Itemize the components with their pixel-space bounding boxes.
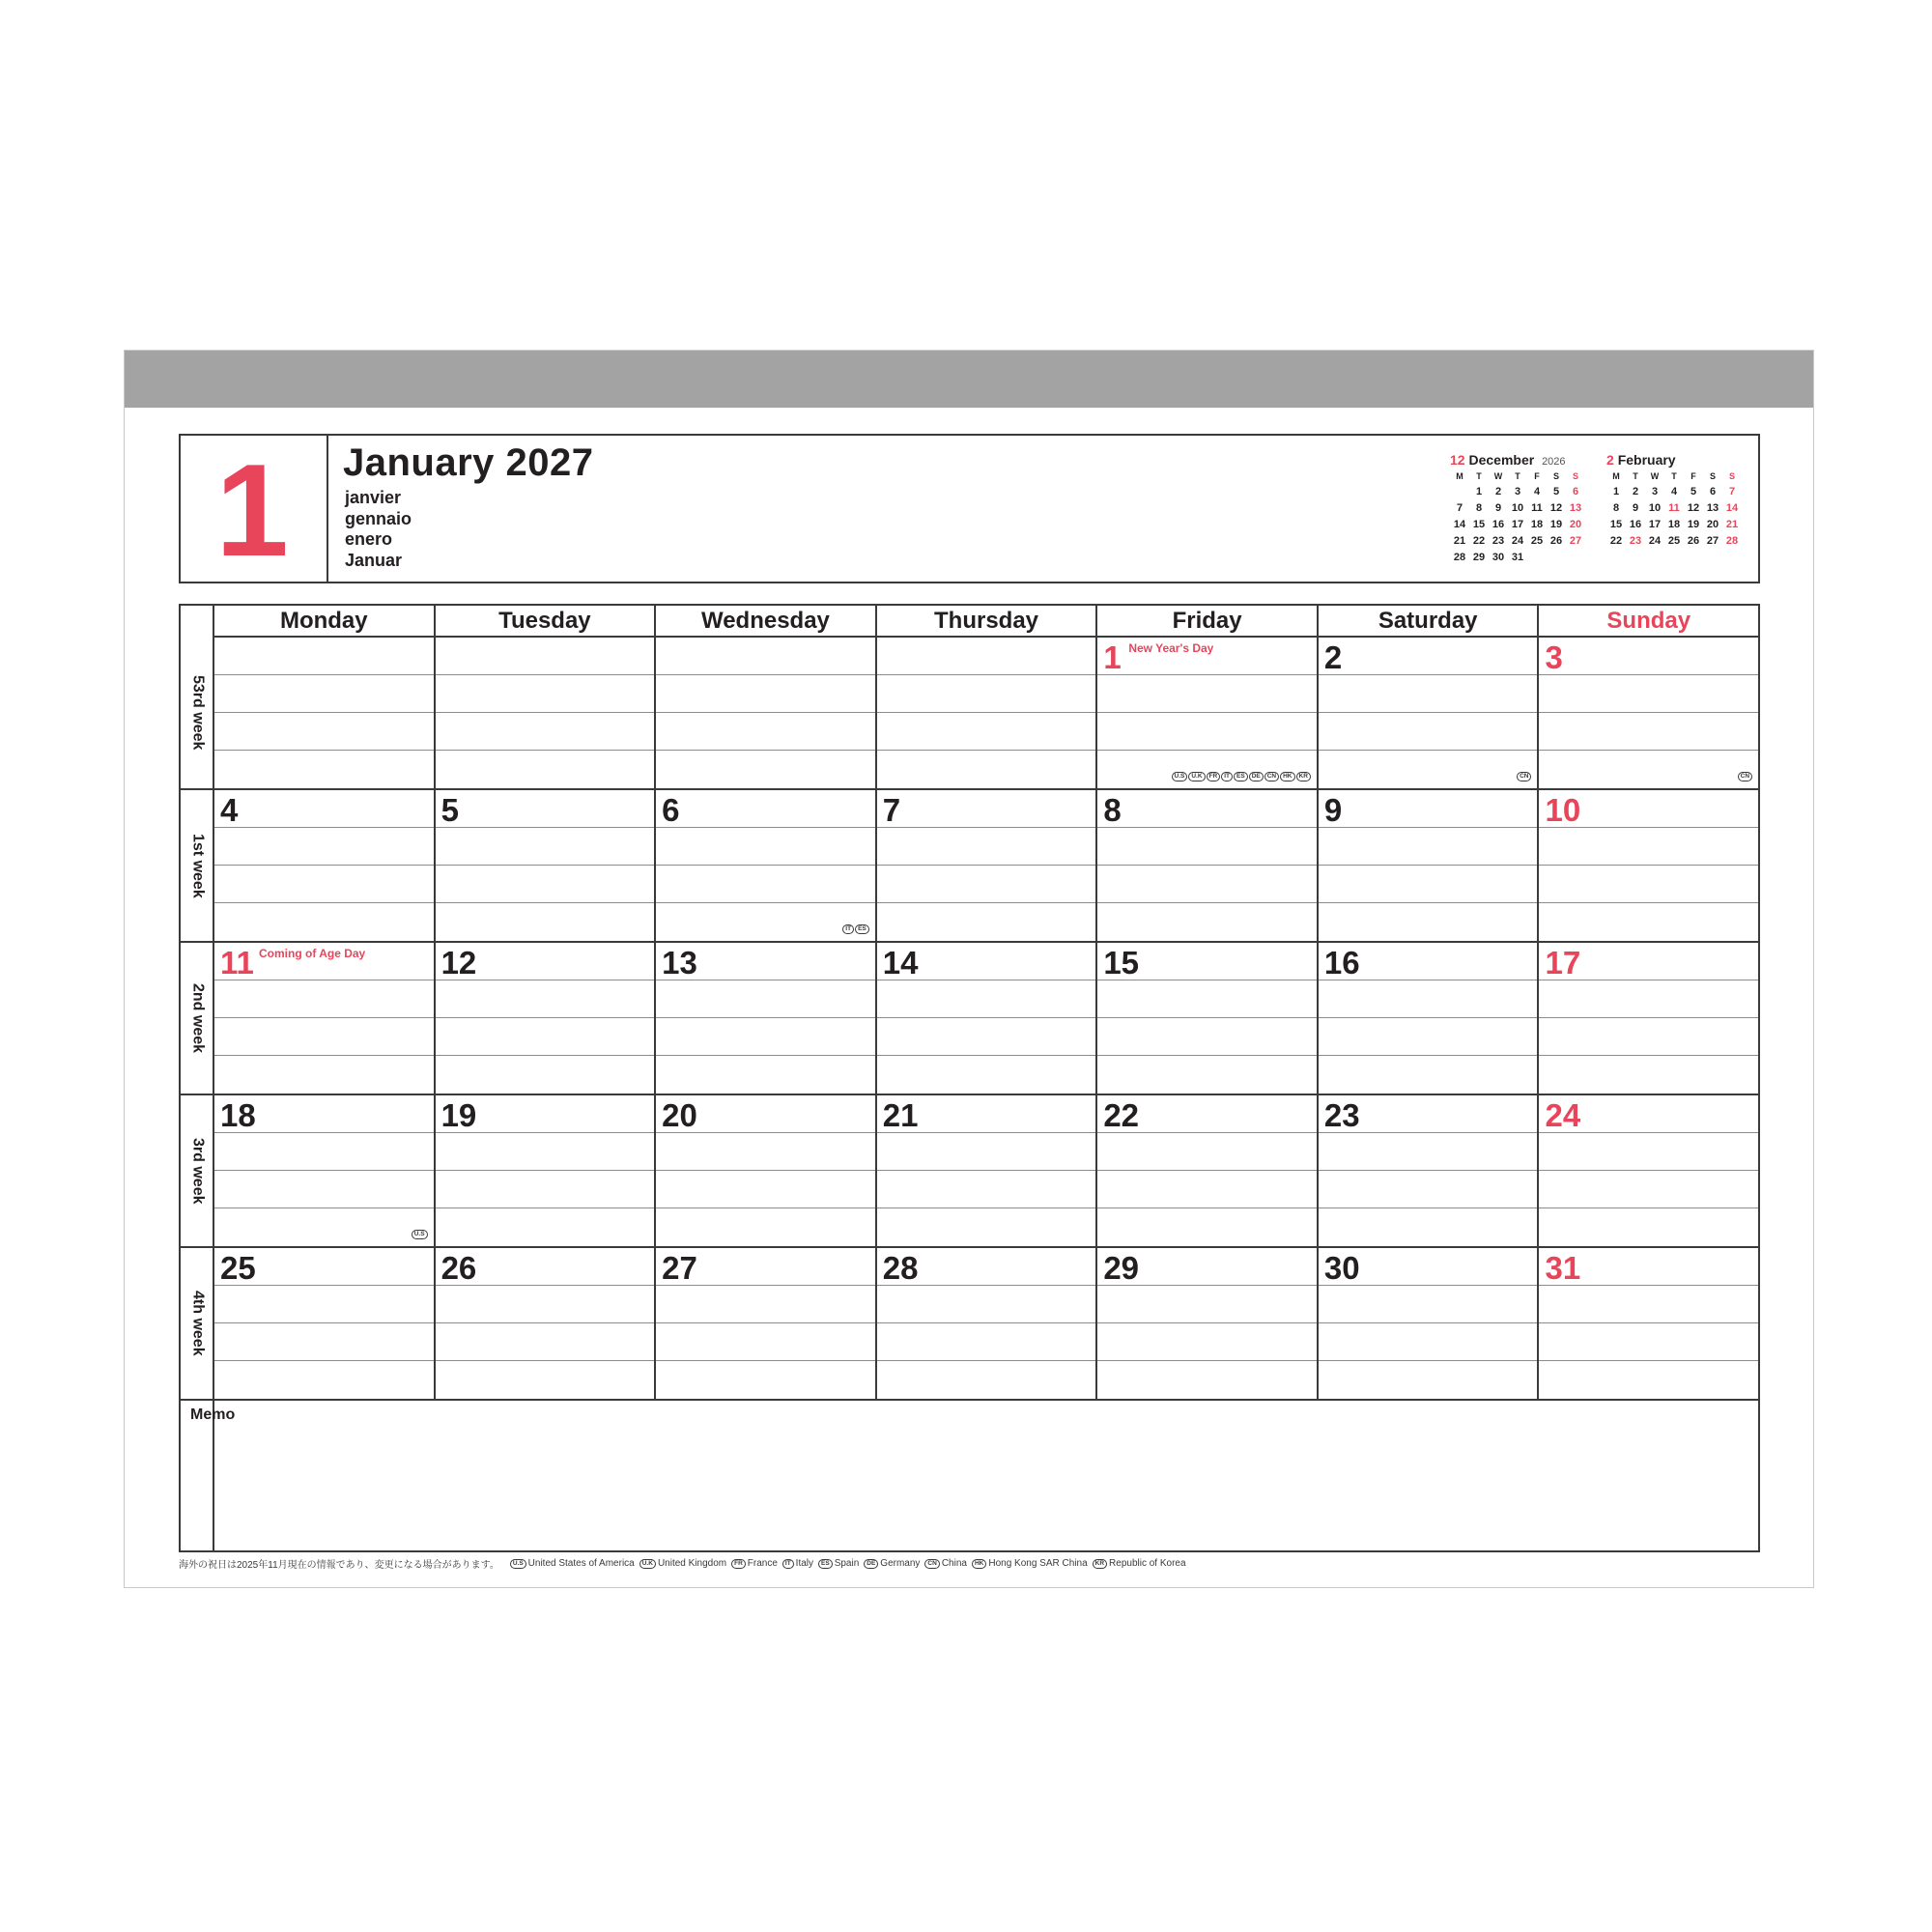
day-cell[interactable] bbox=[656, 1095, 877, 1246]
mini-weekday-label: T bbox=[1515, 471, 1520, 481]
mini-week-row bbox=[1450, 550, 1585, 566]
date-number: 31 bbox=[1545, 1250, 1581, 1286]
mini-date: 12 bbox=[1549, 502, 1563, 514]
week-number-label bbox=[181, 638, 214, 788]
mini-date bbox=[1547, 550, 1566, 566]
mini-date: 8 bbox=[1612, 502, 1620, 514]
day-cell[interactable] bbox=[656, 638, 877, 788]
mini-date: 2 bbox=[1632, 486, 1639, 497]
mini-date: 31 bbox=[1511, 552, 1524, 563]
week-number-text: 3rd week bbox=[189, 1137, 207, 1205]
country-badge: ES bbox=[1234, 772, 1248, 781]
country-badge: U.K bbox=[1188, 772, 1205, 781]
day-cell[interactable] bbox=[877, 943, 1098, 1094]
date-number: 16 bbox=[1323, 945, 1360, 980]
mini-date: 28 bbox=[1725, 535, 1739, 547]
mini-weekday-label: S bbox=[1728, 471, 1735, 481]
mini-weekday-label: M bbox=[1456, 471, 1463, 481]
legend-item bbox=[818, 1558, 859, 1569]
mini-calendar-prev-grid bbox=[1450, 469, 1585, 566]
mini-date: 29 bbox=[1472, 552, 1486, 563]
legend-item bbox=[1093, 1558, 1186, 1569]
mini-date: 28 bbox=[1453, 552, 1466, 563]
month-name-italian: gennaio bbox=[345, 508, 412, 528]
country-badge: IT bbox=[1221, 772, 1233, 781]
week-number-label bbox=[181, 943, 214, 1094]
month-name-german: Januar bbox=[345, 550, 403, 570]
month-name-french: janvier bbox=[345, 488, 402, 507]
country-badge: CN bbox=[1738, 772, 1752, 781]
mini-date: 14 bbox=[1725, 502, 1739, 514]
mini-weekday-label: T bbox=[1633, 471, 1638, 481]
month-number-cell bbox=[181, 436, 328, 582]
date-number: 10 bbox=[1545, 792, 1581, 828]
mini-date bbox=[1566, 550, 1585, 566]
mini-weekday-label: T bbox=[1671, 471, 1677, 481]
date-number: 25 bbox=[220, 1250, 256, 1286]
country-badge: U.S bbox=[412, 1230, 428, 1239]
mini-date: 11 bbox=[1531, 502, 1543, 514]
date-number: 13 bbox=[662, 945, 697, 980]
date-number: 18 bbox=[220, 1097, 256, 1133]
date-number: 27 bbox=[662, 1250, 697, 1286]
mini-date: 26 bbox=[1549, 535, 1563, 547]
date-number: 17 bbox=[1545, 945, 1581, 980]
date-number: 6 bbox=[662, 792, 680, 828]
country-badge: KR bbox=[1093, 1559, 1107, 1569]
mini-calendar-next-number: 2 bbox=[1606, 452, 1614, 468]
day-cell[interactable] bbox=[1097, 638, 1319, 788]
mini-week-row bbox=[1450, 533, 1585, 550]
week-number-text: 4th week bbox=[189, 1291, 207, 1356]
country-badge: KR bbox=[1296, 772, 1311, 781]
legend-item bbox=[864, 1558, 920, 1569]
mini-week-row bbox=[1450, 517, 1585, 533]
mini-date: 30 bbox=[1492, 552, 1505, 563]
date-number: 7 bbox=[882, 792, 901, 828]
country-badge: U.S bbox=[1172, 772, 1188, 781]
legend-country-name: Republic of Korea bbox=[1109, 1558, 1186, 1569]
country-badge: IT bbox=[782, 1559, 794, 1569]
mini-week-row bbox=[1606, 533, 1742, 550]
mini-weekday-label: W bbox=[1493, 471, 1503, 481]
legend-item bbox=[731, 1558, 778, 1569]
day-cells bbox=[214, 943, 1758, 1094]
mini-date: 5 bbox=[1552, 486, 1560, 497]
weekday-header-row bbox=[214, 606, 1758, 638]
mini-date: 9 bbox=[1632, 502, 1639, 514]
mini-date: 26 bbox=[1687, 535, 1700, 547]
date-number: 30 bbox=[1323, 1250, 1360, 1286]
week-row bbox=[181, 943, 1758, 1095]
day-cell[interactable] bbox=[1097, 790, 1319, 941]
mini-date: 2 bbox=[1494, 486, 1502, 497]
day-cell[interactable] bbox=[1097, 1095, 1319, 1246]
mini-date: 19 bbox=[1549, 519, 1563, 530]
day-cell[interactable] bbox=[877, 790, 1098, 941]
country-badge: FR bbox=[731, 1559, 746, 1569]
mini-calendar-next-grid bbox=[1606, 469, 1742, 550]
mini-date: 23 bbox=[1629, 535, 1642, 547]
day-cell[interactable] bbox=[1539, 638, 1758, 788]
mini-date bbox=[1527, 550, 1547, 566]
date-number: 19 bbox=[440, 1097, 477, 1133]
mini-date: 27 bbox=[1569, 535, 1582, 547]
memo-area[interactable] bbox=[181, 1401, 1758, 1550]
week-number-text: 1st week bbox=[189, 833, 207, 898]
week-row bbox=[181, 1095, 1758, 1248]
day-cell[interactable] bbox=[1539, 943, 1758, 1094]
mini-date: 6 bbox=[1572, 486, 1579, 497]
mini-date: 6 bbox=[1709, 486, 1717, 497]
day-cell[interactable] bbox=[1319, 1095, 1540, 1246]
month-alt-names bbox=[345, 488, 412, 571]
weekday-header-wednesday: Wednesday bbox=[656, 606, 877, 636]
day-cell[interactable] bbox=[1319, 638, 1540, 788]
mini-weekday-label: F bbox=[1690, 471, 1696, 481]
mini-date bbox=[1450, 484, 1469, 500]
mini-calendar-next bbox=[1606, 451, 1742, 550]
day-cell[interactable] bbox=[214, 943, 436, 1094]
mini-date: 4 bbox=[1533, 486, 1541, 497]
mini-date: 22 bbox=[1609, 535, 1623, 547]
binding-strip bbox=[125, 351, 1813, 408]
date-number: 21 bbox=[882, 1097, 919, 1133]
mini-calendar-prev bbox=[1450, 451, 1585, 566]
legend-country-name: France bbox=[747, 1558, 778, 1569]
country-badge: CN bbox=[1264, 772, 1279, 781]
mini-date: 1 bbox=[1612, 486, 1620, 497]
day-cell[interactable] bbox=[877, 638, 1098, 788]
date-number: 12 bbox=[440, 945, 477, 980]
day-cells bbox=[214, 1095, 1758, 1246]
country-badge: ES bbox=[855, 924, 869, 934]
day-cell[interactable] bbox=[436, 790, 657, 941]
legend-country-name: Spain bbox=[834, 1558, 860, 1569]
date-number: 3 bbox=[1545, 639, 1563, 675]
mini-date: 24 bbox=[1648, 535, 1662, 547]
mini-date: 14 bbox=[1453, 519, 1466, 530]
day-cell[interactable] bbox=[656, 790, 877, 941]
country-badge: CN bbox=[924, 1559, 939, 1569]
date-number: 20 bbox=[662, 1097, 697, 1133]
mini-week-row bbox=[1606, 517, 1742, 533]
country-badge: IT bbox=[842, 924, 854, 934]
mini-week-row bbox=[1450, 484, 1585, 500]
date-number: 11 bbox=[220, 945, 254, 980]
weekday-header-sunday: Sunday bbox=[1606, 608, 1691, 634]
date-number: 14 bbox=[882, 945, 919, 980]
day-cell[interactable] bbox=[656, 943, 877, 1094]
mini-calendar-prev-title bbox=[1450, 451, 1585, 469]
mini-date: 1 bbox=[1475, 486, 1483, 497]
holiday-footnote bbox=[179, 1556, 1188, 1571]
country-badge: HK bbox=[972, 1559, 986, 1569]
mini-calendar-prev-number: 12 bbox=[1450, 452, 1465, 468]
day-cell[interactable] bbox=[214, 790, 436, 941]
day-cell[interactable] bbox=[1539, 790, 1758, 941]
mini-date: 16 bbox=[1492, 519, 1505, 530]
country-holiday-badges bbox=[412, 1230, 428, 1239]
mini-date: 24 bbox=[1511, 535, 1524, 547]
day-cell[interactable] bbox=[877, 1248, 1098, 1399]
mini-date: 27 bbox=[1706, 535, 1719, 547]
mini-date: 25 bbox=[1530, 535, 1544, 547]
mini-date: 23 bbox=[1492, 535, 1505, 547]
legend-item bbox=[510, 1558, 635, 1569]
mini-date: 11 bbox=[1668, 502, 1680, 514]
date-number: 29 bbox=[1103, 1250, 1140, 1286]
mini-date: 15 bbox=[1609, 519, 1623, 530]
country-badge: HK bbox=[1280, 772, 1294, 781]
day-cell[interactable] bbox=[1097, 1248, 1319, 1399]
legend-country-name: China bbox=[941, 1558, 967, 1569]
mini-date: 16 bbox=[1629, 519, 1642, 530]
month-number: 1 bbox=[215, 437, 289, 583]
mini-date: 8 bbox=[1475, 502, 1483, 514]
mini-date: 17 bbox=[1511, 519, 1524, 530]
day-cells bbox=[214, 1248, 1758, 1399]
month-name-spanish: enero bbox=[345, 529, 393, 549]
legend-country-name: Germany bbox=[880, 1558, 921, 1569]
country-badge: DE bbox=[864, 1559, 878, 1569]
day-cell[interactable] bbox=[436, 943, 657, 1094]
weekday-header-monday: Monday bbox=[214, 606, 436, 636]
legend-item bbox=[924, 1558, 967, 1569]
day-cells bbox=[214, 790, 1758, 941]
day-cell[interactable] bbox=[436, 1248, 657, 1399]
country-badge: DE bbox=[1249, 772, 1264, 781]
mini-date: 3 bbox=[1514, 486, 1521, 497]
weekday-header-tuesday: Tuesday bbox=[436, 606, 657, 636]
mini-date: 19 bbox=[1687, 519, 1700, 530]
weekday-header-thursday: Thursday bbox=[877, 606, 1098, 636]
date-number: 9 bbox=[1323, 792, 1343, 828]
mini-weekday-label: M bbox=[1612, 471, 1620, 481]
weekday-header-friday: Friday bbox=[1097, 606, 1319, 636]
day-cell[interactable] bbox=[1319, 1248, 1540, 1399]
mini-weekday-label: S bbox=[1572, 471, 1578, 481]
date-number: 24 bbox=[1545, 1097, 1581, 1133]
legend-item bbox=[782, 1558, 813, 1569]
mini-week-row bbox=[1606, 500, 1742, 517]
mini-date: 5 bbox=[1690, 486, 1697, 497]
mini-date: 21 bbox=[1725, 519, 1739, 530]
mini-calendar-prev-year: 2026 bbox=[1542, 456, 1566, 468]
mini-week-row bbox=[1606, 484, 1742, 500]
day-cells bbox=[214, 638, 1758, 788]
legend-country-name: Italy bbox=[795, 1558, 814, 1569]
mini-date: 21 bbox=[1453, 535, 1466, 547]
date-number: 5 bbox=[440, 792, 459, 828]
footnote-note: 海外の祝日は2025年11月現在の情報であり、変更になる場合があります。 bbox=[179, 1560, 499, 1571]
mini-date: 7 bbox=[1456, 502, 1463, 514]
date-number: 4 bbox=[220, 792, 239, 828]
mini-date: 20 bbox=[1569, 519, 1582, 530]
mini-date: 18 bbox=[1530, 519, 1544, 530]
week-row bbox=[181, 790, 1758, 943]
mini-date: 12 bbox=[1687, 502, 1700, 514]
week-number-text: 2nd week bbox=[189, 982, 207, 1054]
day-cell[interactable] bbox=[877, 1095, 1098, 1246]
day-cell[interactable] bbox=[436, 638, 657, 788]
mini-date: 18 bbox=[1667, 519, 1681, 530]
country-badge: FR bbox=[1207, 772, 1221, 781]
mini-date: 7 bbox=[1728, 486, 1736, 497]
mini-calendar-prev-name: December bbox=[1468, 452, 1535, 468]
mini-weekday-label: T bbox=[1476, 471, 1482, 481]
date-number: 22 bbox=[1103, 1097, 1140, 1133]
calendar-grid bbox=[179, 604, 1760, 1552]
month-header bbox=[179, 434, 1760, 583]
day-cell[interactable] bbox=[1097, 943, 1319, 1094]
day-cell[interactable] bbox=[1319, 790, 1540, 941]
week-number-text: 53rd week bbox=[189, 675, 207, 751]
country-badge: CN bbox=[1517, 772, 1531, 781]
day-cell[interactable] bbox=[1319, 943, 1540, 1094]
holiday-label: Coming of Age Day bbox=[259, 947, 366, 960]
day-cell[interactable] bbox=[436, 1095, 657, 1246]
day-cell[interactable] bbox=[1539, 1248, 1758, 1399]
date-number: 2 bbox=[1323, 639, 1343, 675]
mini-date: 17 bbox=[1648, 519, 1662, 530]
country-holiday-badges bbox=[1517, 772, 1531, 781]
date-number: 1 bbox=[1103, 639, 1122, 675]
country-holiday-badges bbox=[842, 924, 868, 934]
legend-item bbox=[639, 1558, 726, 1569]
weekday-header-saturday: Saturday bbox=[1319, 606, 1540, 636]
mini-date: 10 bbox=[1511, 502, 1524, 514]
mini-week-row bbox=[1450, 500, 1585, 517]
mini-weekday-label: F bbox=[1534, 471, 1540, 481]
day-cell[interactable] bbox=[214, 1248, 436, 1399]
day-cell[interactable] bbox=[1539, 1095, 1758, 1246]
country-badge: U.K bbox=[639, 1559, 656, 1569]
mini-date: 13 bbox=[1706, 502, 1719, 514]
mini-date: 25 bbox=[1667, 535, 1681, 547]
mini-date: 10 bbox=[1648, 502, 1662, 514]
week-number-label bbox=[181, 1248, 214, 1399]
legend-country-name: United States of America bbox=[527, 1558, 635, 1569]
mini-date: 13 bbox=[1569, 502, 1582, 514]
mini-date: 20 bbox=[1706, 519, 1719, 530]
mini-date: 22 bbox=[1472, 535, 1486, 547]
day-cell[interactable] bbox=[656, 1248, 877, 1399]
mini-weekday-label: S bbox=[1709, 471, 1716, 481]
mini-calendar-next-title bbox=[1606, 451, 1742, 469]
country-holiday-badges bbox=[1172, 772, 1311, 781]
week-row bbox=[181, 1248, 1758, 1401]
country-badge: U.S bbox=[510, 1559, 526, 1569]
calendar-sheet bbox=[124, 350, 1814, 1588]
holiday-label: New Year's Day bbox=[1128, 641, 1214, 655]
date-number: 28 bbox=[882, 1250, 919, 1286]
week-number-label bbox=[181, 1095, 214, 1246]
legend-item bbox=[972, 1558, 1088, 1569]
date-number: 23 bbox=[1323, 1097, 1360, 1133]
week-row bbox=[181, 638, 1758, 790]
week-number-label bbox=[181, 790, 214, 941]
mini-date: 4 bbox=[1670, 486, 1678, 497]
mini-date: 3 bbox=[1651, 486, 1659, 497]
memo-label: Memo bbox=[190, 1406, 236, 1423]
mini-date: 9 bbox=[1494, 502, 1502, 514]
mini-calendar-next-name: February bbox=[1617, 452, 1676, 468]
date-number: 26 bbox=[440, 1250, 477, 1286]
mini-weekday-label: W bbox=[1650, 471, 1660, 481]
country-holiday-badges bbox=[1738, 772, 1752, 781]
country-badge: ES bbox=[818, 1559, 833, 1569]
mini-date: 15 bbox=[1472, 519, 1486, 530]
date-number: 8 bbox=[1103, 792, 1122, 828]
day-cell[interactable] bbox=[214, 638, 436, 788]
month-title: January 2027 bbox=[343, 441, 594, 484]
legend-country-name: Hong Kong SAR China bbox=[988, 1558, 1088, 1569]
day-cell[interactable] bbox=[214, 1095, 436, 1246]
mini-weekday-label: S bbox=[1552, 471, 1559, 481]
legend-country-name: United Kingdom bbox=[657, 1558, 727, 1569]
date-number: 15 bbox=[1103, 945, 1140, 980]
